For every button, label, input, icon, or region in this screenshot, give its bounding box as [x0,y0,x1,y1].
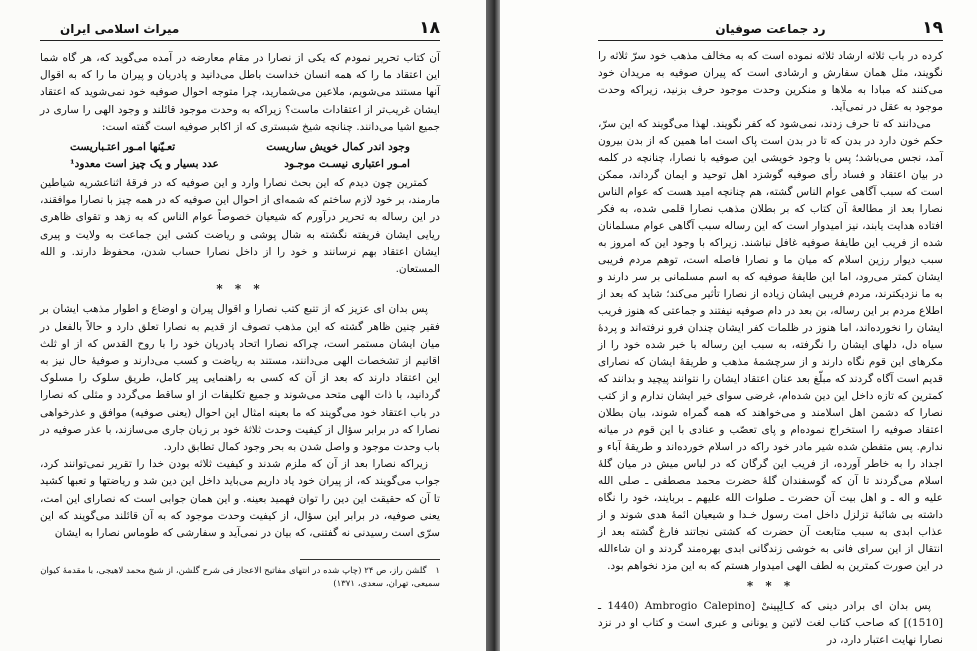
section-separator: * * * [746,579,795,593]
right-body-text [598,48,943,649]
verse-hemistich: عدد بسیار و یک چیز است معدود¹ [70,158,219,171]
paragraph: آن کتاب تحریر نمودم که یکی از نصارا در مقام معارضه در آمده می‌گوید که، هر گاه شما این اعتقاد ما را که همه انسان خداست باطل می‌دانید و پادریان و پیران ما را که به اقوال آنها مستند می‌شویم، ملاعین می‌شمارید، چرا متوجه احوال صوفیه خود نمی‌شوید که اعتقاد ایشان غریب‌تر از اعتقادات ماست؟ زیراکه به وحدت موجود قائلند و وجود الهی را ساری در جمیع اشیا می‌دانند. چنانچه شیخ شبستری که از اکابر صوفیه است گفته است: [40,52,440,133]
left-body-text [40,50,440,542]
running-title: رد جماعت صوفیان [715,22,826,36]
verse-line [40,156,440,173]
paragraph: پس بدان ای برادر دینی که کـالِپینیْ [Ambrogio Calepino (1440 ـ [1510)] که صاحب کتاب لغت لاتین و یونانی و عبری است و کتاب او در نزد نصارا نهایت اعتبار دارد، در [598,600,943,646]
paragraph: زیراکه نصارا بعد از آن که ملزم شدند و کیفیت ثلاثه بودن خدا را تقریر نمی‌توانند کرد، جواب می‌گویند که، از پیران خود یاد داریم می‌باید داخل این دین شد و ریاضتها و تعبها کشید تا آن که حقیقت این دین را توان فهمید بعینه. و این همان جوابی است که نصارای این امت، یعنی صوفیه، در برابر این سؤال، از کیفیت وحدت موجود که به آن قائلند می‌گویند که این سرّی است رسیدنی نه گفتنی، که بیان در نمی‌آید و سفارشی که طوماس نصارا به ایشان [40,458,440,540]
right-page [500,0,977,651]
page-number: ۱۸ [419,18,440,38]
verse-block [40,139,440,173]
book-spine [486,0,500,651]
paragraph: پس بدان ای عزیز که از تتبع کتب نصارا و اقوال پیران و اوضاع و اطوار مذهب ایشان بر فقیر چنین ظاهر گشته که این مذهب تصوف از قدیم به نصارا تعلق دارد و حالاً بالفعل در میان ایشان مستمر است، چراکه نصارا اتحاد پادریان خود را با روح القدس که از او ثلث اقانیم از تشخصات الهی می‌دانند، مستند به ریاضت و کسب می‌دارند و صوفیهٔ حال نیز به این اعتقاد دارند که بعد از آن که کسی به راهنمایی پیر کامل، طریق سلوک را مسلوک گردانید، با ذات الهی متحد می‌شوند و جمیع تکلیفات از او ساقط می‌گردد و مثلی که نصارا در باب اعتقاد خود می‌گویند که ما بعینه امثال این احوال (یعنی صوفیه) موافق و عذرخواهی نصارا که در برابر سؤال از کیفیت وحدت ثلاثهٔ خود بر زبان جاری می‌سازند، با عذر صوفیه در باب وحدت موجود و واصل شدن به بحر وجود کمال تطابق دارد. [40,303,440,454]
paragraph: کمترین چون دیدم که این بحث نصارا وارد و این صوفیه که در فرقهٔ اثناعشریه شیاطین مارمند، بر خود لازم ساختم که شمه‌ای از احوال این صوفیه که در همه چیز با نصارا موافقند، در این رساله به تحریر درآورم که شیعیان خصوصاً عوام الناس که به زهد و تقوای ظاهری ریایی ایشان فریفته نگشته به شال پوشی و ریاضت کشی این جماعت به ولایت و پیری ایشان اعتقاد بهم نرسانند و خود را از داخل نصارا حساب شدن، محفوظ دارند. و الله المستعان. [40,177,440,276]
footnote [40,565,440,591]
verse-line [40,139,440,156]
right-page-header [598,18,943,40]
left-page [0,0,486,651]
left-page-header [40,18,440,40]
verse-hemistich: تعـیّنها امـور اعتـباریست [70,141,176,154]
page-number: ۱۹ [922,18,943,38]
verse-hemistich: امـور اعتباری نیسـت موجـود [284,158,410,171]
footnote-text: گلشن راز، ص ۲۴ (چاپ شده در انتهای مفاتیح الاعجاز فی شرح گلشن، از شیخ محمد لاهیجی، با مقدمهٔ کیوان سمیعی، تهران، سعدی، ۱۳۷۱) [40,566,440,589]
footnote-rule [300,559,440,560]
paragraph: می‌دانند که تا حرف زدند، نمی‌شود که کفر نگویند. لهذا می‌گویند که این سرّ، حکم خون دارد در بدن که تا در بدن است پاک است اما همین که از بدن بیرون آمد، نجس می‌باشد؛ پس با وجود خویشی این صوفیه با نصارا، چنانچه در کلمه در بیان اعتقاد و فساد رأی صوفیه گوشزد اهل توحید و ایمان گرداند، ممکن است که سبب آگاهی عوام الناس گشته، هم چنانچه امید هست که عوام الناس نصارا بعد از مطالعهٔ آن کتاب که بر بطلان مذهب نصارا قلمی شده، به فکر افتاده هدایت یابند، نیز امیدوار است که این رساله سبب آگاهی عوام مسلمانان شده از فریب این طایفهٔ صوفیه غافل نباشند. زیراکه با وجود این که امروز به سبب دیوار رزین اسلام که میان ما و نصارا فاصله است، توهم مردم فریبی ایشان کمتر می‌رود، اما این طایفهٔ صوفیه که به اسم مسلمانی بر سر دارند و به ما نزدیکترند، مردم فریبی ایشان زیاده از نصارا تأثیر می‌کند؛ شاید که بعد از اطلاع مردم بر این رساله، بن بعد در دام صوفیه نیفتند و جماعتی که هنوز فریب ایشان را نخورده‌اند، اما هنوز در ظلمات کفر ایشان چندان فرو نرفته‌اند و پردهٔ سیاه دل، دلهای ایشان را نگرفته، به سبب این رساله با خبر شده خود را از مکرهای این قوم نگاه دارند و از سرچشمهٔ مذهب و طریقهٔ ایشان که نصارای قدیم است آگاه گردند که مبلّغ بعد عنان اعتقاد ایشان را نتوانند پیچید و بدانند که کمترین که تازه داخل این دین شده‌ام، غرضی سوای خیر ایشان ندارم و از کتب نصارا که دشمن اهل اسلامند و می‌خواهند که همه گمراه شوند، بیان بطلان اعتقاد صوفیه را استخراج نموده‌ام و پای تعصّب و عنادی با این قوم در میانه ندارم. پس متفطن شده شیر مادر خود راکه در اسلام خورده‌اند و طریقهٔ آباء و اجداد را به خاطر آورده، از فریب این گرگان که در لباس میش در میان گلهٔ اسلام می‌گردند تا آن که گوسفندان گلهٔ حضرت محمد مصطفی ـ صلی الله علیه و اله ـ و اهل بیت آن حضرت ـ صلوات الله علیهم ـ بربایند، خود را نگاه داشته بی شائبهٔ تزلزل داخل امت رسول خـدا و شیعیان ائمهٔ هدی شوند و از عذاب ابدی به سبب متابعت آن حضرت که کشتی نجاتند فارغ گشته بعد از انتقال از این سرای فانی به خوشی زندگانی ابدی بهره‌مند گردند و ان شاءالله در این صورت کمترین به لطف الهی امیدوار هستم که به این مزد نخواهم بود. [598,118,943,572]
verse-hemistich: وجود اندر کمال خویش ساریست [266,141,410,154]
section-separator: * * * [216,282,264,297]
paragraph: کرده در باب ثلاثه ارشاد ثلاثه نموده است که به مخالف مذهب خود سرّ ثلاثه را نگویند، مثل همان سفارش و ارشادی است که پیران صوفیه به مریدان خود می‌کنند که مبادا به ملاها و منکرین وحدت موجود حرف بزنید، زیراکه وحدت موجود به عقل در نمی‌آید. [598,50,943,113]
header-rule [598,40,943,41]
header-rule [40,40,440,41]
running-title: میراث اسلامی ایران [60,22,180,36]
footnote-number: ۱ [435,566,440,576]
